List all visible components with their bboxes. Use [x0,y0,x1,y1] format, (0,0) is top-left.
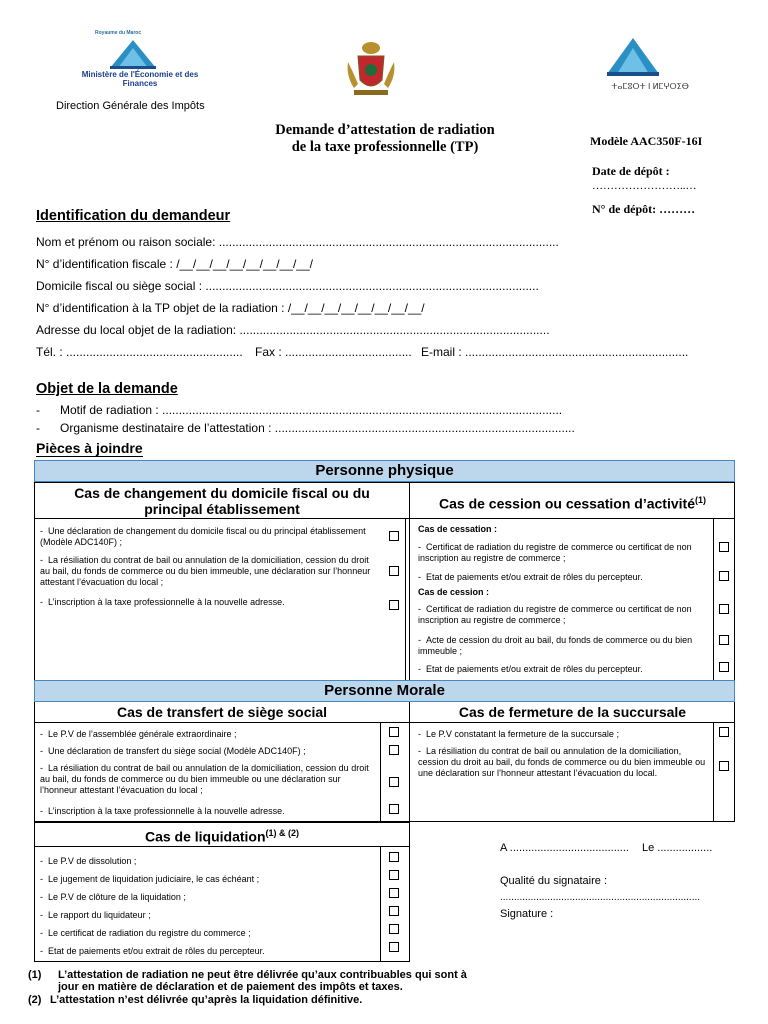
cession-label: Cas de cession : [418,587,490,597]
signature-field[interactable]: Signature : [500,908,554,920]
checkbox[interactable] [389,566,399,576]
cession-head-sup: (1) [695,495,706,505]
fermeture-item-2: La résiliation du contrat de bail ou annulation de la domiciliation, cession du droit au bail, du fonds de commerce ou du bien immeuble ou une déclaration sur l’honneur attestant l’évacuation du local. [418,746,706,778]
motif-row[interactable] [36,403,562,417]
transfert-item-2: Une déclaration de transfert du siège social (Modèle ADC140F) ; [48,746,306,756]
transfert-siege-heading: Cas de transfert de siège social [116,704,328,720]
fax-field[interactable]: Fax : ...................................... [255,345,412,359]
divider [380,722,381,822]
changement-item-2: La résiliation du contrat de bail ou annulation de la domiciliation, cession du droit au bail, du fonds de commerce ou du bien immeuble, une déclaration sur l’honneur attestant l’évacuation du local ; [40,555,371,587]
list-item [40,526,380,548]
list-item [418,542,710,564]
changement-item-1: Une déclaration de changement du domicile fiscal ou du principal établissement (Modèle ADC140F) ; [40,526,366,547]
identification-fiscale-field[interactable]: N° d’identification fiscale : /__/__/__/__/__/__/__/__/ [36,257,313,271]
liquidation-head-text: Cas de liquidation [144,828,266,845]
divider [713,518,714,680]
note-1-number: (1) [28,969,42,981]
changement-head-line1: Cas de changement du domicile fiscal ou du [74,485,370,501]
identification-heading: Identification du demandeur [36,208,231,224]
checkbox[interactable] [719,542,729,552]
dash-bullet: - [40,746,48,756]
dash-bullet: - [40,806,48,816]
title-line-2: de la taxe professionnelle (TP) [291,139,479,155]
list-item [40,763,375,796]
checkbox[interactable] [719,727,729,737]
identification-tp-field[interactable]: N° d’identification à la TP objet de la radiation : /__/__/__/__/__/__/__/__/ [36,301,425,315]
checkbox[interactable] [389,727,399,737]
checkbox[interactable] [389,924,399,934]
divider [34,482,735,483]
list-item [40,892,375,903]
list-item [40,806,375,817]
numero-depot-field[interactable] [592,202,695,217]
cession-item-2: Acte de cession du droit au bail, du fonds de commerce ou du bien immeuble ; [418,635,693,656]
liquidation-item-3: Le P.V de clôture de la liquidation ; [48,892,186,902]
checkbox[interactable] [719,604,729,614]
dash-bullet: - [40,910,48,920]
checkbox[interactable] [719,662,729,672]
divider [380,846,381,962]
dash-bullet: - [418,729,426,739]
cession-item-1: Certificat de radiation du registre de commerce ou certificat de non inscription au registre de commerce ; [418,604,692,625]
cession-item-3: Etat de paiements et/ou extrait de rôles du percepteur. [426,664,643,674]
kingdom-label: Royaume du Maroc [95,30,142,36]
fermeture-succursale-heading: Cas de fermeture de la succursale [458,704,687,720]
transfert-item-3: La résiliation du contrat de bail ou annulation de la domiciliation, cession du droit au bail, du fonds de commerce ou du bien immeuble ou une déclaration sur l’honneur attestant l’évacuation du local ; [40,763,369,795]
date-field[interactable]: Le .................. [642,842,713,854]
date-depot-field[interactable]: ……………………..… [592,180,697,192]
liquidation-item-5: Le certificat de radiation du registre du commerce ; [48,928,251,938]
dash-bullet: - [418,604,426,614]
dash-bullet: - [40,892,48,902]
liquidation-item-2: Le jugement de liquidation judiciaire, le cas échéant ; [48,874,260,884]
transfert-item-4: L’inscription à la taxe professionnelle à la nouvelle adresse. [48,806,285,816]
checkbox[interactable] [389,870,399,880]
list-item [418,664,710,675]
telephone-field[interactable]: Tél. : ..................................................... [36,345,243,359]
right-header-text: ⵜⴰⵎⵓⵔⵜ ⵏ ⵍⵎⵖⵔⵉⴱ [611,82,689,91]
nom-field[interactable]: Nom et prénom ou raison sociale: ...................................................................................................... [36,235,559,249]
cessation-label: Cas de cessation : [418,524,498,534]
dash-bullet: - [40,856,48,866]
list-item [40,910,375,921]
lieu-field[interactable]: A ....................................... [500,842,629,854]
dash-bullet: - [36,421,60,435]
checkbox[interactable] [389,777,399,787]
domicile-fiscal-field[interactable]: Domicile fiscal ou siège social : .................................................................................................... [36,279,539,293]
checkbox[interactable] [389,531,399,541]
dash-bullet: - [418,664,426,674]
dash-bullet: - [40,763,48,773]
date-depot-label: Date de dépôt : [592,164,670,178]
dgi-logo-icon [603,30,663,80]
cessation-item-1: Certificat de radiation du registre de commerce ou certificat de non inscription au registre de commerce ; [418,542,692,563]
liquidation-item-1: Le P.V de dissolution ; [48,856,137,866]
qualite-field[interactable]: ........................................................................ [500,892,701,903]
adresse-local-field[interactable]: Adresse du local objet de la radiation: ............................................................................................. [36,323,550,337]
list-item [418,604,710,626]
liquidation-heading [36,825,408,845]
checkbox[interactable] [389,804,399,814]
note-2-number: (2) [28,994,42,1006]
dash-bullet: - [418,572,426,582]
title-line-1: Demande d’attestation de radiation [275,122,495,138]
coat-of-arms-icon [344,40,398,98]
dash-bullet: - [40,928,48,938]
cession-head-text: Cas de cession ou cessation d’activité [439,495,695,512]
liquidation-item-4: Le rapport du liquidateur ; [48,910,151,920]
changement-head-line2: principal établissement [144,501,300,517]
cession-cessation-heading [410,492,735,512]
list-item [418,635,710,657]
pieces-heading: Pièces à joindre [36,440,143,456]
changement-domicile-heading [36,485,408,517]
list-item [418,572,710,583]
dash-bullet: - [40,597,48,607]
dash-bullet: - [418,542,426,552]
motif-field: Motif de radiation : ........................................................................................................................ [60,403,563,417]
ministry-logo-icon [108,38,158,70]
qualite-label: Qualité du signataire : [500,875,608,887]
changement-item-3: L’inscription à la taxe professionnelle à la nouvelle adresse. [48,597,285,607]
cessation-item-2: Etat de paiements et/ou extrait de rôles du percepteur. [426,572,643,582]
dash-bullet: - [40,729,48,739]
checkbox[interactable] [389,906,399,916]
dash-bullet: - [40,874,48,884]
liquidation-item-6: Etat de paiements et/ou extrait de rôles du percepteur. [48,946,265,956]
dash-bullet: - [36,403,60,417]
list-item [40,555,380,588]
dash-bullet: - [40,946,48,956]
personne-morale-band: Personne Morale [34,680,735,702]
checkbox[interactable] [719,571,729,581]
checkbox[interactable] [389,745,399,755]
divider [713,722,714,822]
divider [409,482,410,680]
list-item [40,856,375,867]
model-code: Modèle AAC350F-16I [590,134,703,148]
organisme-row[interactable] [36,421,575,435]
checkbox[interactable] [389,942,399,952]
personne-physique-band: Personne physique [34,460,735,482]
divider [405,518,406,680]
liquidation-head-sup: (1) & (2) [265,828,300,838]
dash-bullet: - [418,635,426,645]
dash-bullet: - [418,746,426,756]
numero-depot-text: N° de dépôt: ……… [592,202,696,216]
dash-bullet: - [40,526,48,536]
document-title [230,122,540,156]
ministry-name: Ministère de l'Économie et des Finances [81,70,199,88]
list-item [418,746,710,779]
list-item [40,597,380,608]
checkbox[interactable] [389,888,399,898]
checkbox[interactable] [389,600,399,610]
divider [34,846,410,847]
checkbox[interactable] [389,852,399,862]
checkbox[interactable] [719,761,729,771]
list-item [40,928,375,939]
list-item [40,874,375,885]
fermeture-item-1: Le P.V constatant la fermeture de la succursale ; [426,729,619,739]
dgi-label: Direction Générale des Impôts [56,100,205,112]
note-1-text: L’attestation de radiation ne peut être délivrée qu’aux contribuables qui sont à jour en matière de déclaration et de paiement des impôts et taxes. [58,969,467,993]
transfert-item-1: Le P.V de l’assemblée générale extraordinaire ; [48,729,237,739]
divider [34,518,735,519]
note-2-text: L’attestation n’est délivrée qu’après la liquidation définitive. [50,994,363,1006]
email-field[interactable]: E-mail : ................................................................... [421,345,689,359]
organisme-field: Organisme destinataire de l’attestation : .......................................................................................... [60,421,575,435]
divider [34,722,735,723]
objet-heading: Objet de la demande [36,381,178,397]
list-item [40,746,375,757]
list-item [40,946,375,957]
checkbox[interactable] [719,635,729,645]
divider [409,702,410,822]
list-item [418,729,710,740]
list-item [40,729,375,740]
dash-bullet: - [40,555,48,565]
